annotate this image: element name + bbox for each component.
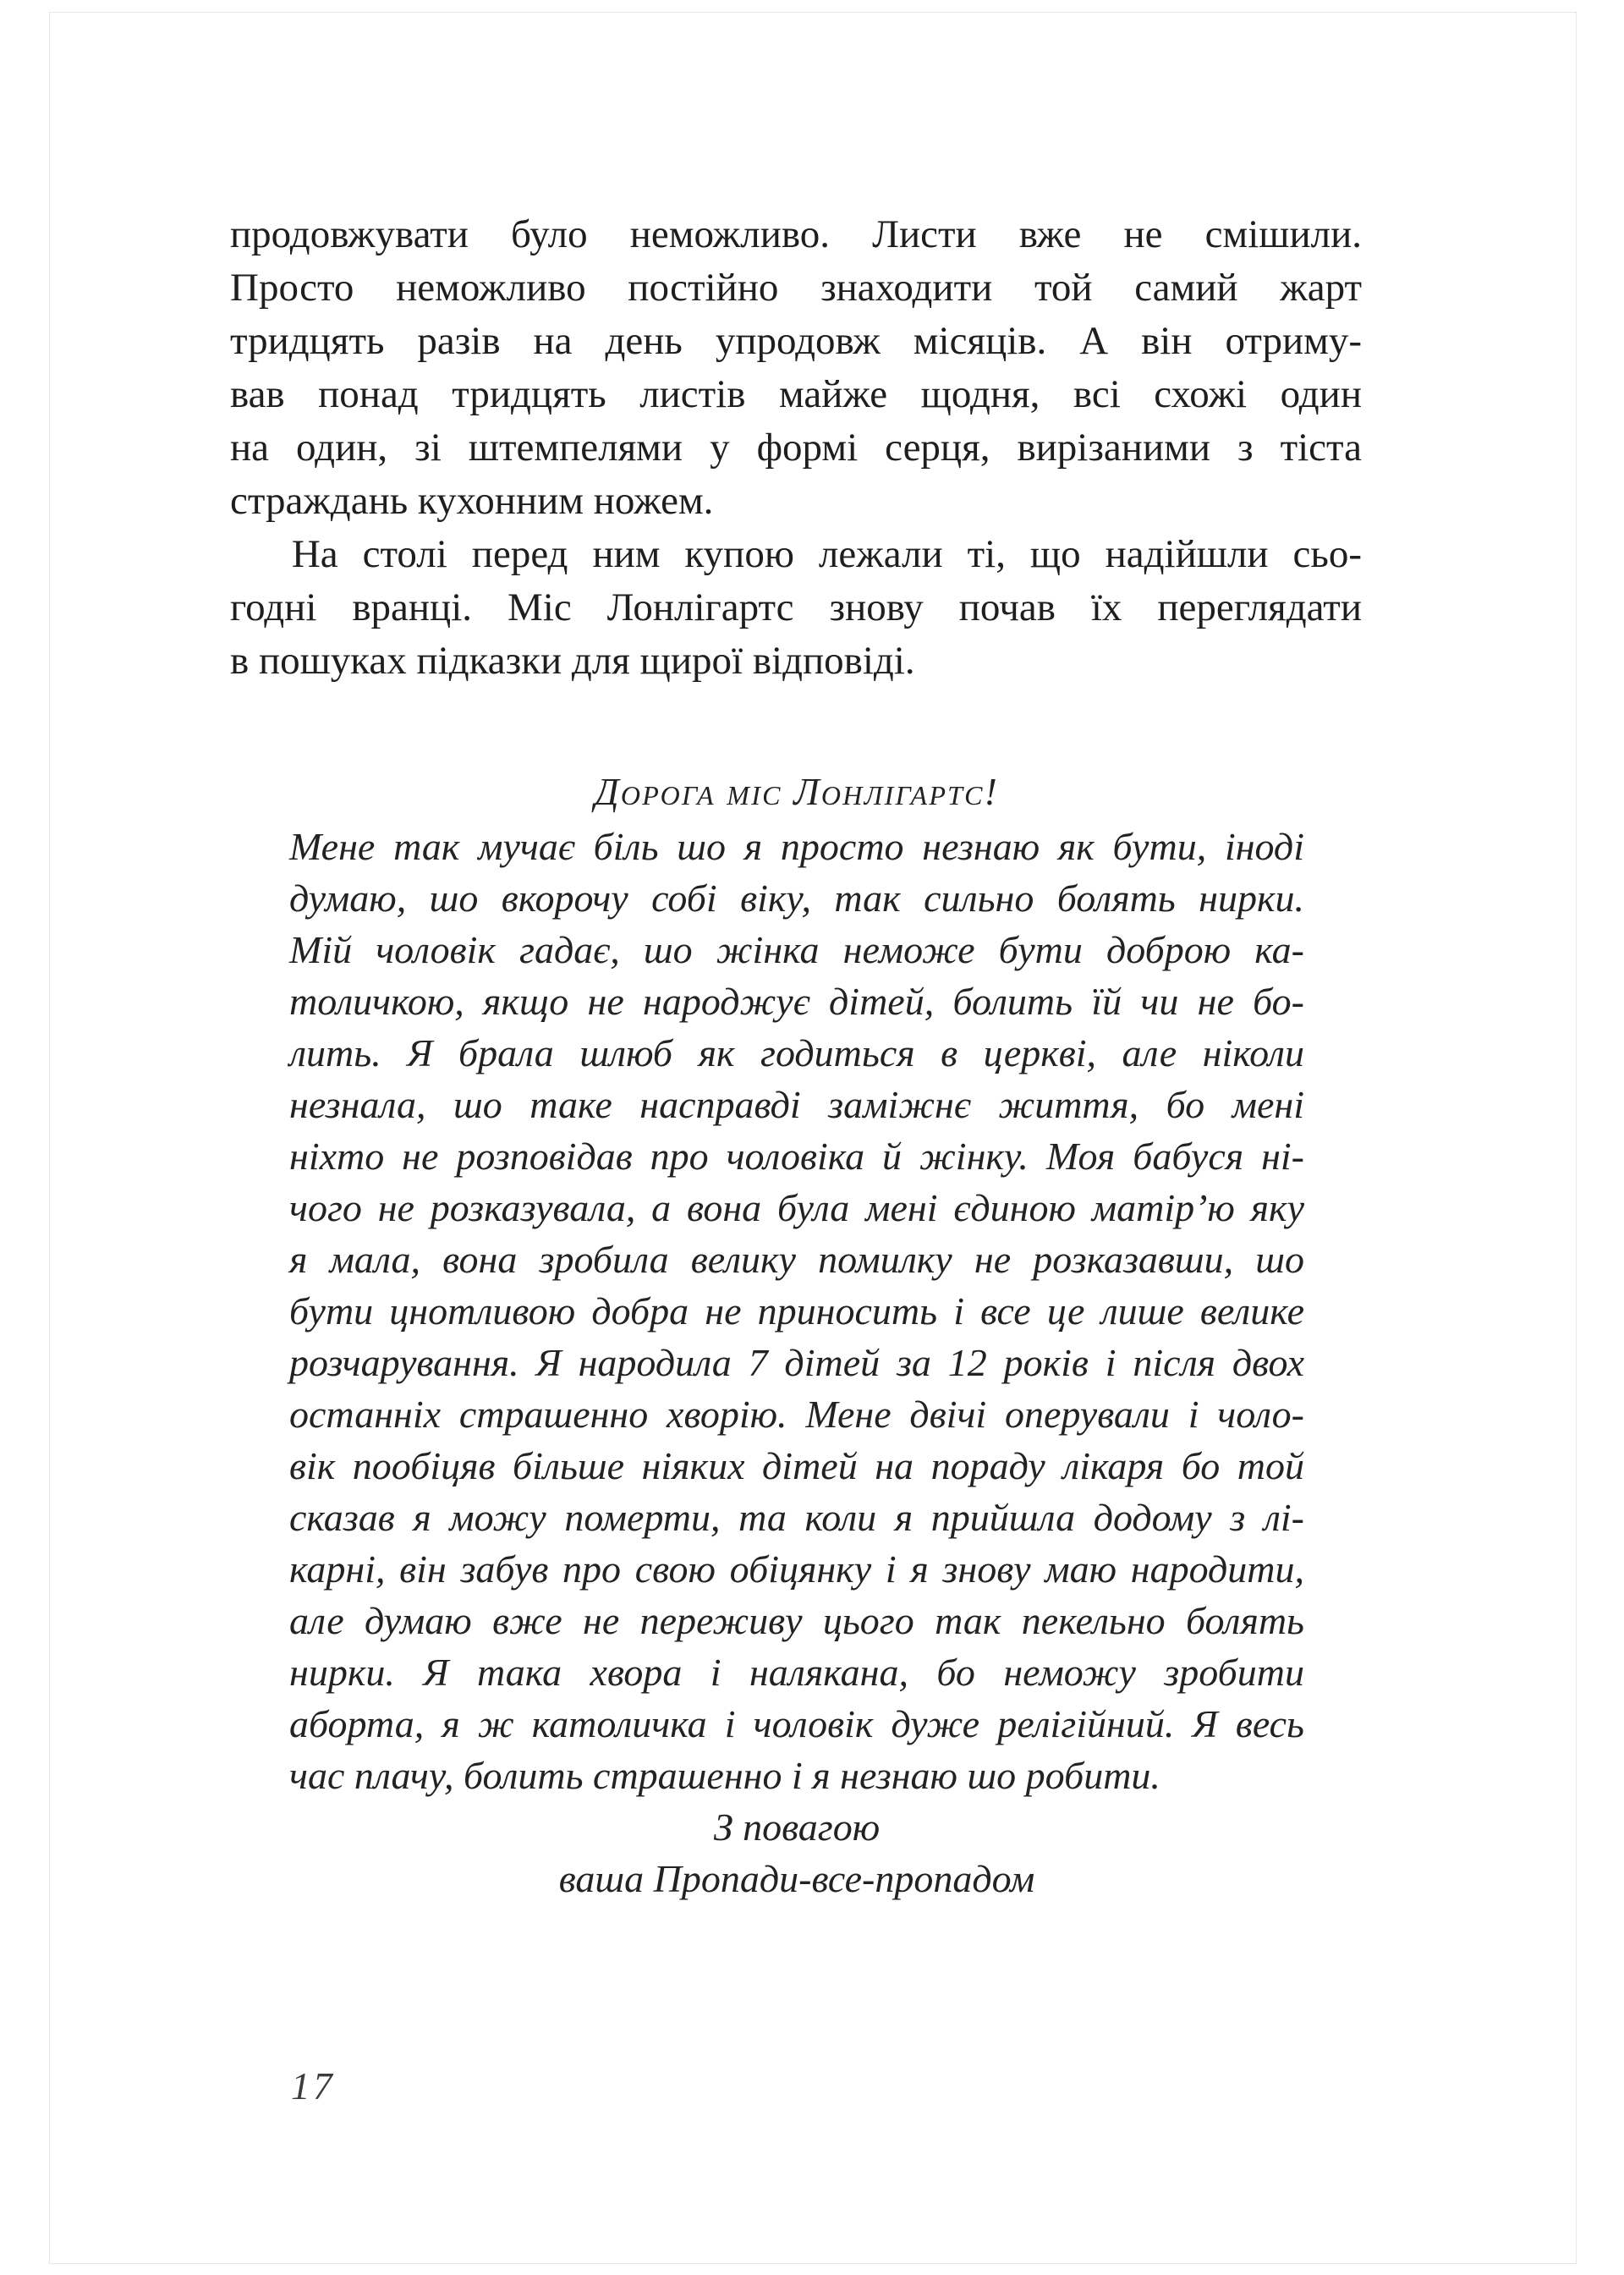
text-line: карні, він забув про свою обіцянку і я знову маю народити, bbox=[289, 1547, 1304, 1591]
text-line: останніх страшенно хворію. Мене двічі оперували і чоло- bbox=[289, 1393, 1304, 1436]
letter-signature: ваша Пропади-все-пропадом bbox=[558, 1857, 1035, 1900]
body-paragraph-1 bbox=[230, 208, 1362, 528]
text-line: я мала, вона зробила велику помилку не розказавши, шо bbox=[289, 1238, 1304, 1281]
text-line: На столі перед ним купою лежали ті, що надійшли сьо- bbox=[291, 532, 1362, 576]
text-line: бути цнотливою добра не приносить і все це лише велике bbox=[289, 1289, 1304, 1333]
text-line: розчарування. Я народила 7 дітей за 12 років і після двох bbox=[289, 1341, 1304, 1384]
letter-closing: З повагою bbox=[713, 1805, 881, 1849]
page-number: 17 bbox=[291, 2065, 336, 2107]
text-line: на один, зі штемпелями у формі серця, вирізаними з тіста bbox=[230, 426, 1362, 470]
text-line: годні вранці. Міс Лонлігартс знову почав їх переглядати bbox=[230, 585, 1362, 629]
letter-body bbox=[289, 821, 1304, 1801]
text-line: думаю, шо вкорочу собі віку, так сильно болять нирки. bbox=[289, 876, 1304, 920]
text-line: Мій чоловік гадає, шо жінка неможе бути доброю ка- bbox=[289, 928, 1304, 971]
text-line: незнала, шо таке насправді заміжнє життя, бо мені bbox=[289, 1083, 1304, 1126]
body-paragraph-2 bbox=[230, 528, 1362, 688]
text-line: аборта, я ж католичка і чоловік дуже релігійний. Я весь bbox=[289, 1702, 1304, 1745]
text-line: Просто неможливо постійно знаходити той самий жарт bbox=[230, 266, 1362, 310]
text-line: сказав я можу померти, та коли я прийшла додому з лі- bbox=[289, 1496, 1304, 1539]
text-line: Мене так мучає біль шо я просто незнаю як бути, іноді bbox=[289, 825, 1304, 868]
letter-salutation: Дорога міс Лонлігартс! bbox=[594, 771, 999, 813]
text-line: в пошуках підказки для щирої відповіді. bbox=[230, 639, 915, 683]
text-line: чого не розказувала, а вона була мені єдиною матір’ю яку bbox=[289, 1186, 1304, 1229]
text-line: тридцять разів на день упродовж місяців. А він отриму- bbox=[230, 319, 1362, 363]
text-line: страждань кухонним ножем. bbox=[230, 479, 714, 523]
text-line: толичкою, якщо не народжує дітей, болить їй чи не бо- bbox=[289, 980, 1304, 1023]
text-line: ніхто не розповідав про чоловіка й жінку. Моя бабуся ні- bbox=[289, 1135, 1304, 1178]
text-line: лить. Я брала шлюб як годиться в церкві, але ніколи bbox=[289, 1031, 1304, 1074]
text-line: вік пообіцяв більше ніяких дітей на пораду лікаря бо той bbox=[289, 1444, 1304, 1487]
text-line: нирки. Я така хвора і налякана, бо неможу зробити bbox=[289, 1651, 1304, 1694]
text-line: продовжувати було неможливо. Листи вже не смішили. bbox=[230, 212, 1362, 256]
text-line: але думаю вже не переживу цього так пекельно болять bbox=[289, 1599, 1304, 1642]
letter-block bbox=[289, 766, 1304, 1904]
text-line: час плачу, болить страшенно і я незнаю шо робити. bbox=[289, 1754, 1160, 1797]
text-line: вав понад тридцять листів майже щодня, всі схожі один bbox=[230, 372, 1362, 416]
page-content bbox=[230, 208, 1362, 1904]
